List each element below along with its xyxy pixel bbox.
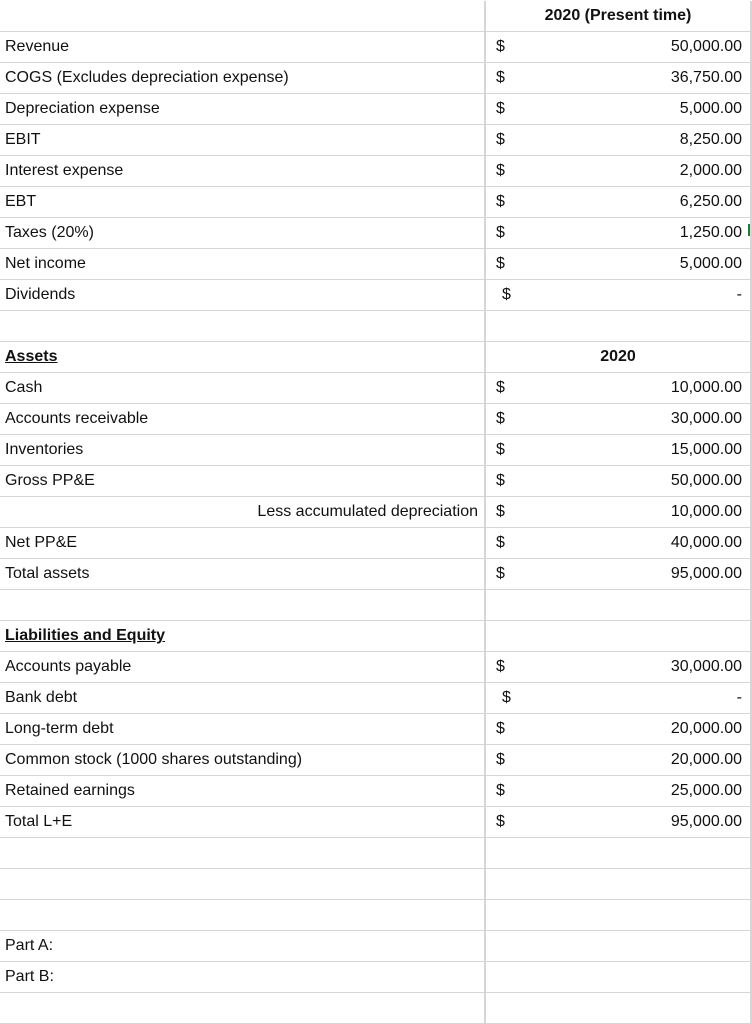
cell[interactable] [0,342,486,372]
cell[interactable] [486,962,750,992]
cell[interactable] [0,807,486,837]
row-value: 5,000.00 [679,100,742,117]
cell[interactable] [0,156,486,186]
table-row[interactable] [0,373,750,404]
cell[interactable] [486,311,750,341]
cell[interactable] [0,311,486,341]
row-value: 36,750.00 [670,69,742,86]
cell[interactable] [0,869,486,899]
row-label: Accounts receivable [5,410,149,427]
cell[interactable] [486,776,750,806]
currency-symbol: $ [496,813,505,830]
row-label: Net PP&E [5,534,78,551]
cell[interactable] [486,342,750,372]
table-row[interactable] [0,125,750,156]
cell[interactable] [486,63,750,93]
currency-symbol: $ [496,224,505,241]
cell[interactable] [0,497,486,527]
table-row[interactable] [0,435,750,466]
assets-heading: Assets [5,348,58,365]
table-row[interactable] [0,714,750,745]
row-value: 50,000.00 [670,472,742,489]
table-row[interactable] [0,404,750,435]
row-label: Long-term debt [5,720,114,737]
currency-symbol: $ [496,503,505,520]
assets-header-row[interactable] [0,342,750,373]
currency-symbol: $ [496,782,505,799]
table-row[interactable] [0,63,750,94]
row-value: 5,000.00 [679,255,742,272]
selection-marker [748,224,750,236]
row-label: Gross PP&E [5,472,95,489]
cell[interactable] [486,807,750,837]
cell[interactable] [486,94,750,124]
currency-symbol: $ [496,69,505,86]
cell[interactable] [0,590,486,620]
table-row[interactable] [0,745,750,776]
currency-symbol: $ [496,720,505,737]
cell[interactable] [0,962,486,992]
currency-symbol: $ [496,441,505,458]
cell[interactable] [0,373,486,403]
currency-symbol: $ [496,38,505,55]
cell[interactable] [486,32,750,62]
table-row[interactable] [0,776,750,807]
row-value: 25,000.00 [670,782,742,799]
cell[interactable] [486,993,750,1023]
currency-symbol: $ [496,534,505,551]
cell[interactable] [0,714,486,744]
cell[interactable] [486,218,750,248]
table-row[interactable] [0,94,750,125]
row-label: Total assets [5,565,90,582]
currency-symbol: $ [496,100,505,117]
currency-symbol: $ [496,162,505,179]
cell[interactable] [486,280,750,310]
row-label: Total L+E [5,813,73,830]
table-row[interactable] [0,187,750,218]
cell[interactable] [0,652,486,682]
part-b-label: Part B: [5,968,54,985]
row-label: Dividends [5,286,76,303]
table-row[interactable] [0,559,750,590]
blank-row[interactable] [0,590,750,621]
table-row[interactable] [0,32,750,63]
currency-symbol: $ [496,472,505,489]
row-value: 40,000.00 [670,534,742,551]
liabilities-header-row[interactable] [0,621,750,652]
currency-symbol: $ [496,658,505,675]
cell[interactable] [0,838,486,868]
row-value: - [736,689,742,706]
cell[interactable] [486,125,750,155]
row-value: 95,000.00 [670,565,742,582]
cell[interactable] [0,993,486,1023]
row-value: 15,000.00 [670,441,742,458]
table-row[interactable] [0,249,750,280]
row-value: 2,000.00 [679,162,742,179]
row-value: 10,000.00 [670,503,742,520]
cell[interactable] [486,404,750,434]
table-row[interactable] [0,683,750,714]
row-value: 30,000.00 [670,658,742,675]
row-label: Revenue [5,38,70,55]
blank-row[interactable] [0,900,750,931]
cell[interactable] [0,94,486,124]
cell[interactable] [0,466,486,496]
currency-symbol: $ [502,286,511,303]
table-row[interactable] [0,652,750,683]
currency-symbol: $ [496,131,505,148]
cell[interactable] [0,745,486,775]
cell[interactable] [486,1,750,31]
cell[interactable] [486,156,750,186]
part-a-row[interactable] [0,931,750,962]
row-value: 20,000.00 [670,720,742,737]
row-label: Interest expense [5,162,124,179]
cell[interactable] [0,931,486,961]
part-a-label: Part A: [5,937,54,954]
spreadsheet [0,1,752,1024]
blank-row[interactable] [0,838,750,869]
cell[interactable] [486,187,750,217]
row-value: 6,250.00 [679,193,742,210]
cell[interactable] [0,32,486,62]
cell[interactable] [486,497,750,527]
cell[interactable] [486,683,750,713]
cell[interactable] [0,280,486,310]
row-value: 30,000.00 [670,410,742,427]
row-label: Accounts payable [5,658,132,675]
header-row[interactable] [0,1,750,32]
row-label: Common stock (1000 shares outstanding) [5,751,303,768]
column-header: 2020 (Present time) [544,7,692,24]
cell[interactable] [486,745,750,775]
table-row[interactable] [0,280,750,311]
cell[interactable] [486,838,750,868]
cell[interactable] [486,559,750,589]
row-label: Depreciation expense [5,100,160,117]
row-label: Bank debt [5,689,78,706]
row-label: COGS (Excludes depreciation expense) [5,69,289,86]
table-row[interactable] [0,156,750,187]
cell[interactable] [486,714,750,744]
currency-symbol: $ [496,565,505,582]
currency-symbol: $ [496,255,505,272]
cell[interactable] [486,590,750,620]
row-value: 8,250.00 [679,131,742,148]
cell[interactable] [0,683,486,713]
row-label: Inventories [5,441,84,458]
row-value: 1,250.00 [679,224,742,241]
cell[interactable] [0,404,486,434]
row-value: 20,000.00 [670,751,742,768]
cell[interactable] [0,125,486,155]
cell[interactable] [0,63,486,93]
cell[interactable] [486,900,750,930]
currency-symbol: $ [502,689,511,706]
table-row[interactable] [0,497,750,528]
row-label: Taxes (20%) [5,224,94,241]
table-row[interactable] [0,528,750,559]
part-b-row[interactable] [0,962,750,993]
cell[interactable] [486,435,750,465]
cell[interactable] [486,249,750,279]
currency-symbol: $ [496,379,505,396]
currency-symbol: $ [496,751,505,768]
row-label: EBIT [5,131,41,148]
blank-row[interactable] [0,311,750,342]
blank-row[interactable] [0,993,750,1024]
table-row[interactable] [0,218,750,249]
cell[interactable] [486,621,750,651]
row-label: Cash [5,379,43,396]
cell[interactable] [0,187,486,217]
row-value: 10,000.00 [670,379,742,396]
assets-column-header: 2020 [600,348,636,365]
cell[interactable] [486,869,750,899]
cell[interactable] [0,435,486,465]
cell[interactable] [0,528,486,558]
row-value: 50,000.00 [670,38,742,55]
cell[interactable] [486,373,750,403]
currency-symbol: $ [496,410,505,427]
table-row[interactable] [0,807,750,838]
cell[interactable] [486,466,750,496]
cell[interactable] [0,1,486,31]
liabilities-heading: Liabilities and Equity [5,627,166,644]
cell[interactable] [0,621,486,651]
cell[interactable] [0,218,486,248]
cell[interactable] [0,249,486,279]
row-label: Net income [5,255,86,272]
row-label: EBT [5,193,37,210]
cell[interactable] [486,528,750,558]
cell[interactable] [486,931,750,961]
row-value: - [736,286,742,303]
cell[interactable] [0,776,486,806]
table-row[interactable] [0,466,750,497]
cell[interactable] [0,900,486,930]
row-label: Less accumulated depreciation [257,503,478,520]
blank-row[interactable] [0,869,750,900]
cell[interactable] [0,559,486,589]
currency-symbol: $ [496,193,505,210]
cell[interactable] [486,652,750,682]
row-value: 95,000.00 [670,813,742,830]
row-label: Retained earnings [5,782,135,799]
